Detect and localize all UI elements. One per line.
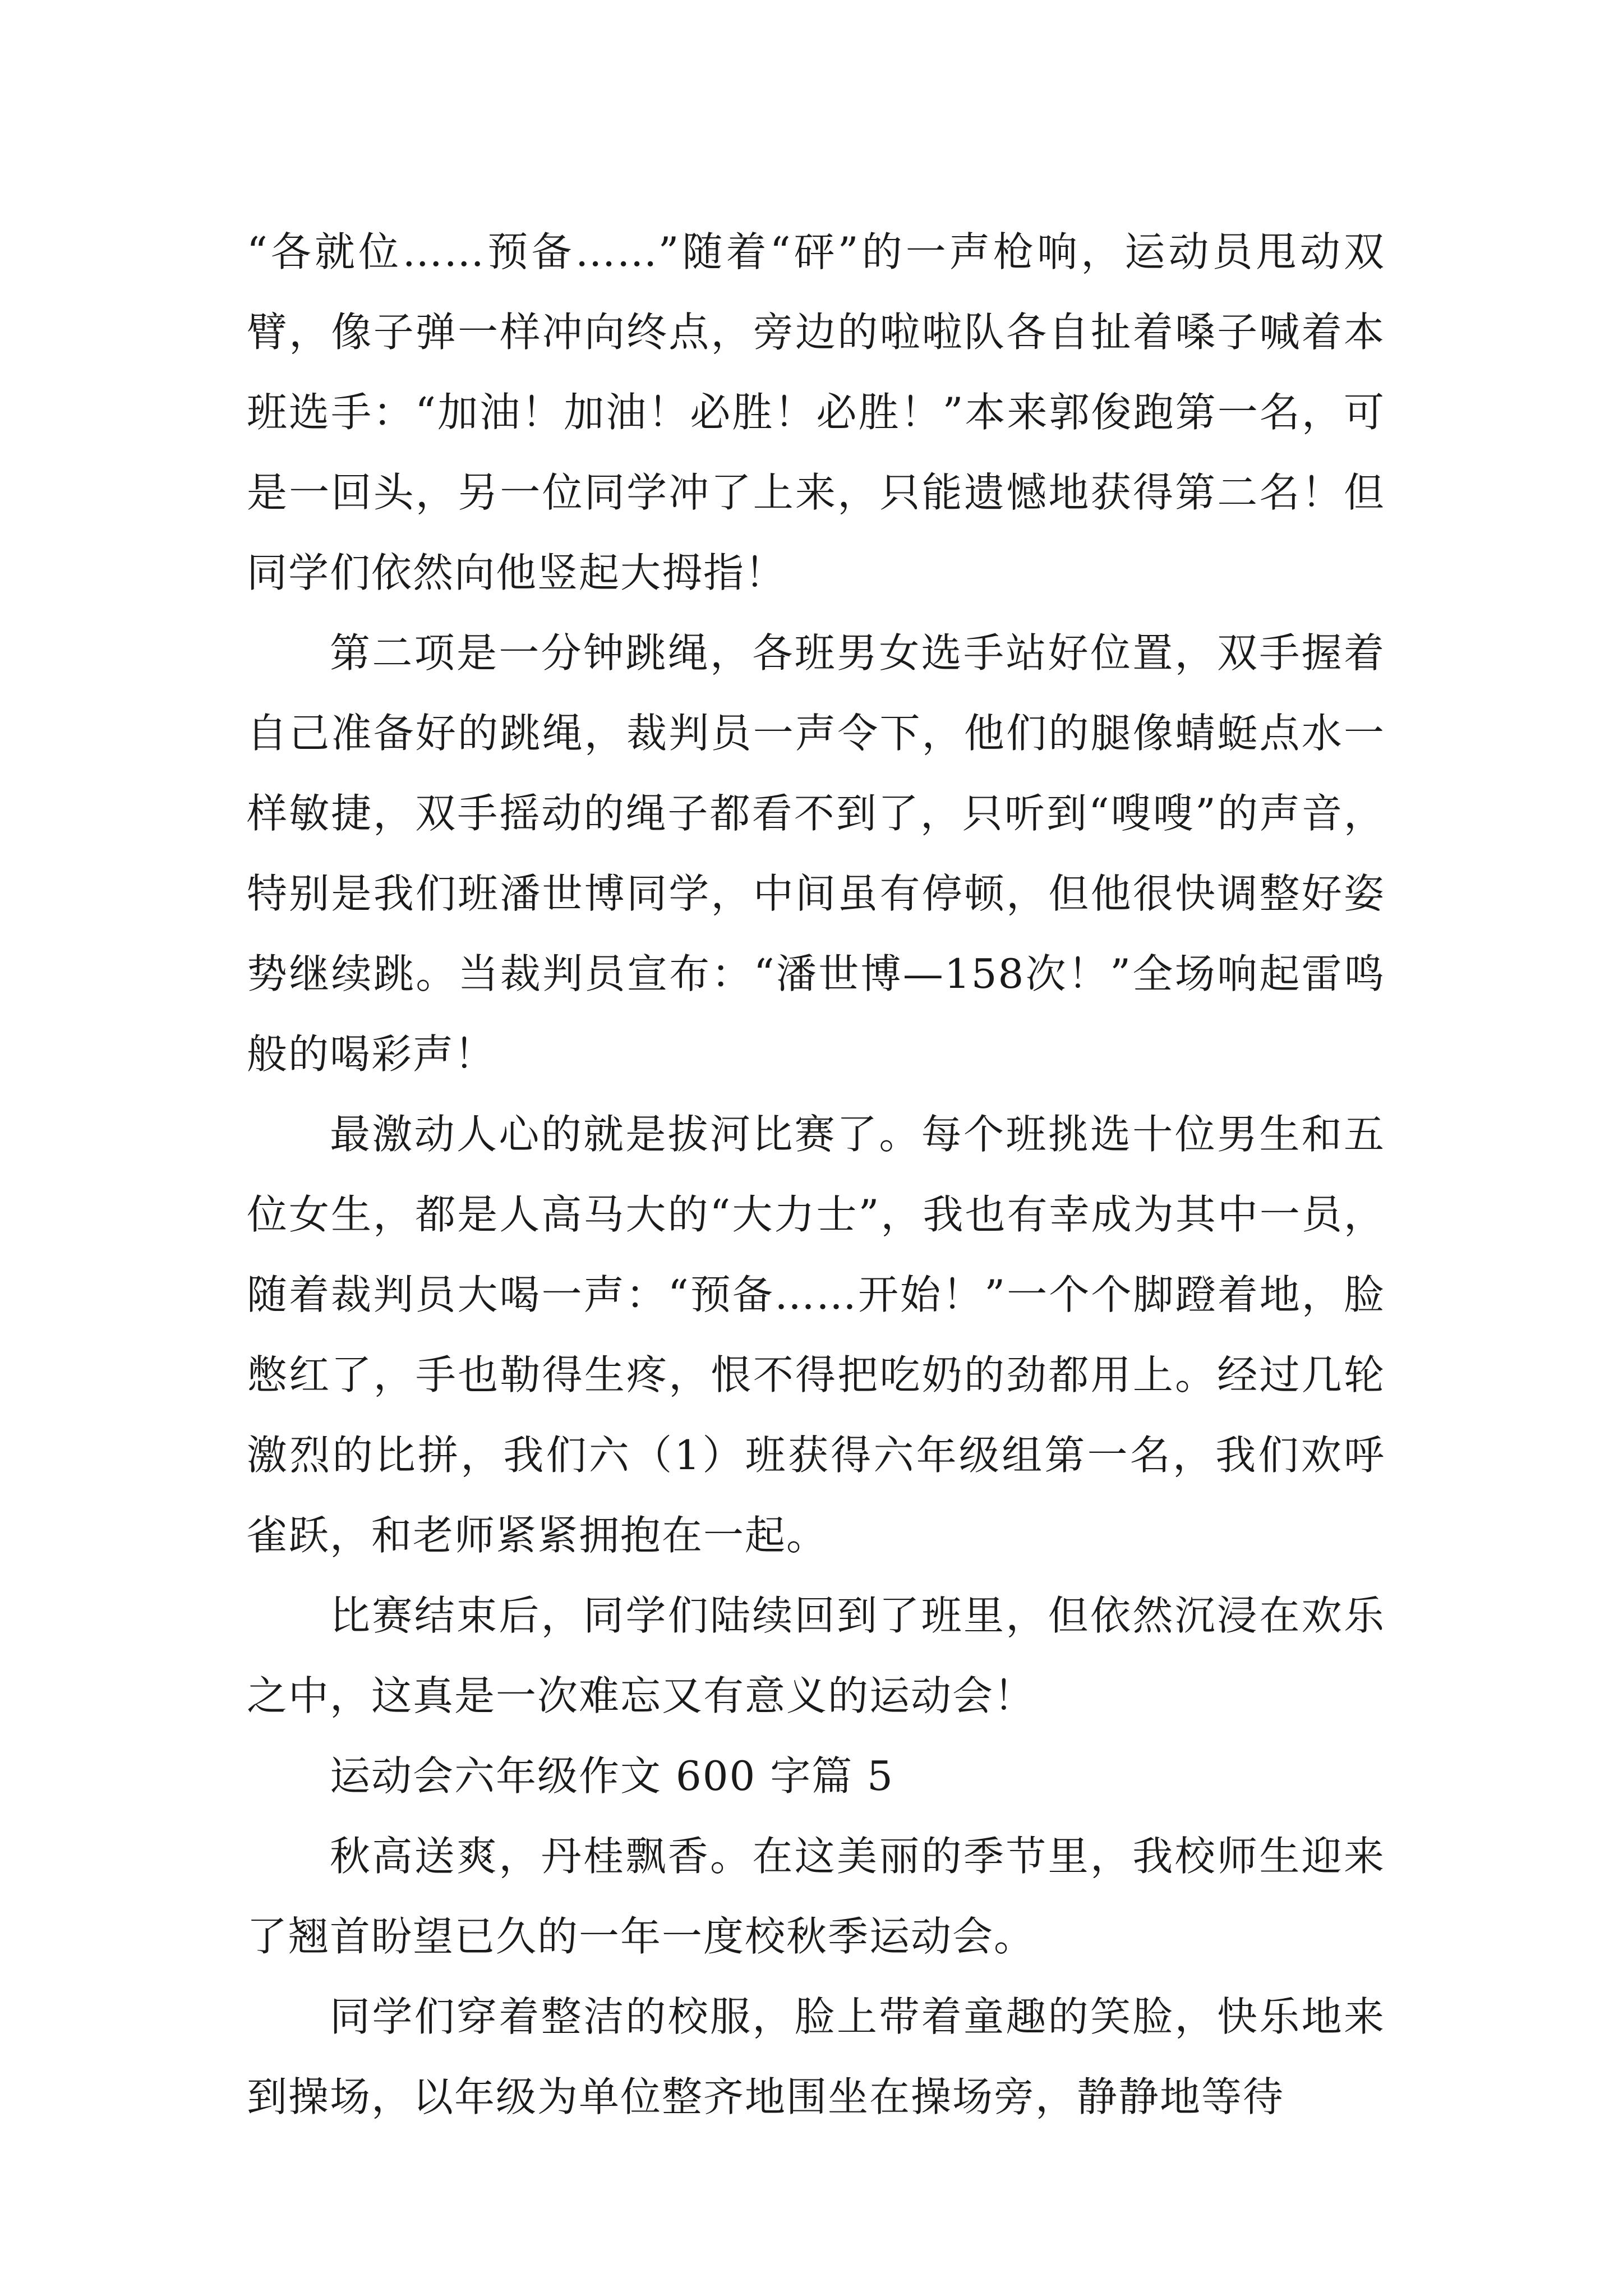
paragraph-autumn: 秋高送爽，丹桂飘香。在这美丽的季节里，我校师生迎来了翘首盼望已久的一年一度校秋季运动会。 [247,1833,1385,1960]
paragraph-ending: 比赛结束后，同学们陆续回到了班里，但依然沉浸在欢乐之中，这真是一次难忘又有意义的运动会！ [247,1592,1385,1719]
paragraph-jump-rope: 第二项是一分钟跳绳，各班男女选手站好位置，双手握着自己准备好的跳绳，裁判员一声令下，他们的腿像蜻蜓点水一样敏捷，双手摇动的绳子都看不到了，只听到“嗖嗖”的声音，特别是我们班潘世博同学，中间虽有停顿，但他很快调整好姿势继续跳。当裁判员宣布：“潘世博—158次！”全场响起雷鸣般的喝彩声！ [247,629,1385,1078]
paragraph-students: 同学们穿着整洁的校服，脸上带着童趣的笑脸，快乐地来到操场，以年级为单位整齐地围坐在操场旁，静静地等待 [247,1993,1385,2120]
document-body [247,212,1385,2137]
paragraph-tug-of-war: 最激动人心的就是拔河比赛了。每个班挑选十位男生和五位女生，都是人高马大的“大力士”，我也有幸成为其中一员，随着裁判员大喝一声：“预备……开始！”一个个脚蹬着地，脸憋红了，手也勒得生疼，恨不得把吃奶的劲都用上。经过几轮激烈的比拼，我们六（1）班获得六年级组第一名，我们欢呼雀跃，和老师紧紧拥抱在一起。 [247,1111,1385,1559]
paragraph-race: “各就位……预备……”随着“砰”的一声枪响，运动员甩动双臂，像子弹一样冲向终点，旁边的啦啦队各自扯着嗓子喊着本班选手：“加油！加油！必胜！必胜！”本来郭俊跑第一名，可是一回头，另一位同学冲了上来，只能遗憾地获得第二名！但同学们依然向他竖起大拇指！ [247,228,1385,596]
section-heading: 运动会六年级作文 600 字篇 5 [330,1752,894,1800]
